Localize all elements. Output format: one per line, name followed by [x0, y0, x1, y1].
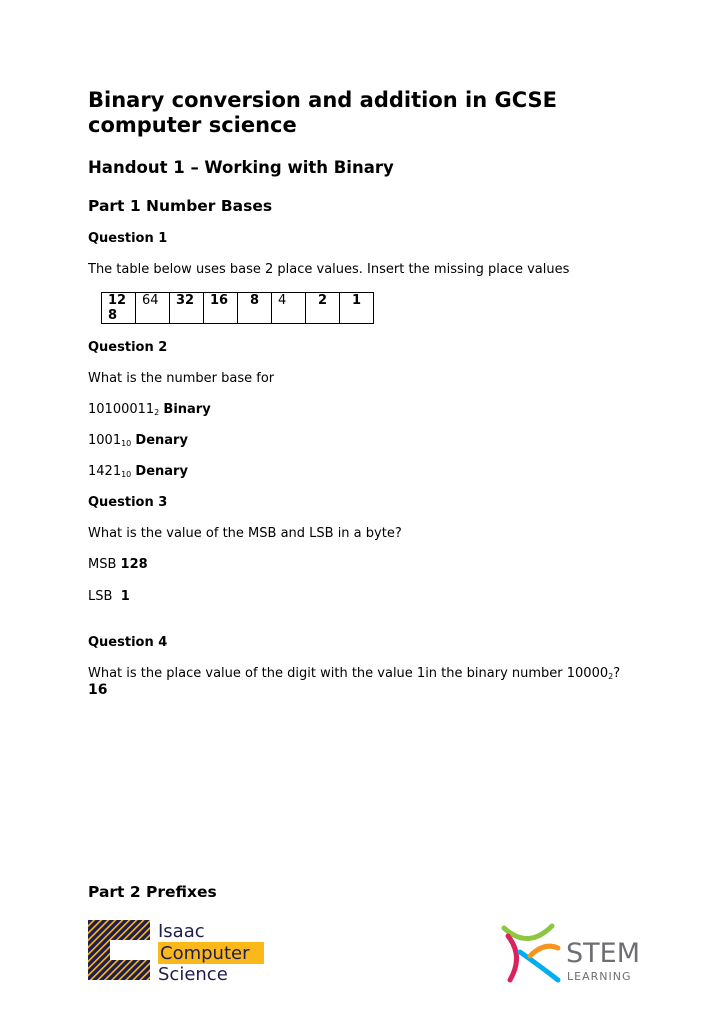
isaac-logo-mark: [88, 918, 268, 982]
place-value-cell: 64: [136, 293, 170, 324]
question4-text: What is the place value of the digit with the value 1in the binary number $10000_2$?: [88, 666, 621, 681]
question2-item: $10100011_2$ Binary: [88, 402, 211, 417]
place-value-cell: 4: [272, 293, 306, 324]
question2-item: $1421_{10}$ Denary: [88, 464, 188, 479]
place-value-cell: 1: [340, 293, 374, 324]
question2-item: $1001_{10}$ Denary: [88, 433, 188, 448]
place-value-cell: 8: [238, 293, 272, 324]
part1-heading: Part 1 Number Bases: [88, 197, 273, 215]
question3-heading: Question 3: [88, 495, 168, 510]
isaac-computer-science-logo: [88, 918, 268, 982]
question1-heading: Question 1: [88, 231, 168, 246]
place-value-table: [101, 292, 374, 324]
question3-text: What is the value of the MSB and LSB in a byte?: [88, 526, 402, 541]
svg-text:Isaac: Isaac: [158, 921, 205, 942]
stem-logo-mark: [500, 922, 650, 986]
stem-learning-logo: [500, 922, 650, 986]
svg-text:Science: Science: [158, 964, 228, 982]
place-value-cell: 2: [306, 293, 340, 324]
place-value-cell: 16: [204, 293, 238, 324]
lsb-answer: LSB 1: [88, 589, 130, 604]
svg-text:LEARNING: LEARNING: [567, 970, 632, 983]
place-value-cell: 12 8: [102, 293, 136, 324]
page-title: Binary conversion and addition in GCSE computer science: [88, 88, 557, 137]
question4-answer: 16: [88, 682, 108, 698]
part2-heading: Part 2 Prefixes: [88, 883, 217, 901]
handout-heading: Handout 1 – Working with Binary: [88, 158, 394, 177]
msb-answer: MSB 128: [88, 557, 148, 572]
question2-text: What is the number base for: [88, 371, 275, 386]
svg-text:STEM: STEM: [566, 938, 640, 969]
place-value-cell: 32: [170, 293, 204, 324]
question1-text: The table below uses base 2 place values. Insert the missing place values: [88, 262, 570, 277]
svg-text:Computer: Computer: [160, 943, 250, 964]
question2-heading: Question 2: [88, 340, 168, 355]
question4-heading: Question 4: [88, 635, 168, 650]
